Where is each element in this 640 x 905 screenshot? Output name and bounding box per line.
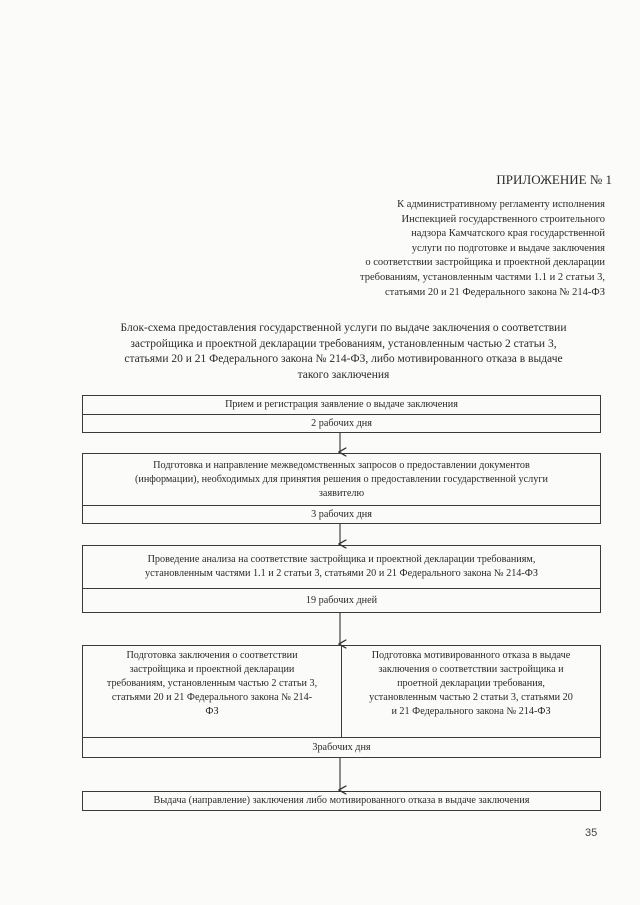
step-text: Прием и регистрация заявление о выдаче заключения (225, 399, 458, 410)
appendix-label: ПРИЛОЖЕНИЕ № 1 (496, 172, 612, 187)
step-line: установленным частью 2 статьи 3, статьями 20 (369, 692, 573, 703)
regulation-line: К административному регламенту исполнения (397, 199, 605, 210)
step-line: Подготовка заключения о соответствии (126, 650, 298, 661)
step-duration: 2 рабочих дня (83, 414, 600, 432)
regulation-line: статьями 20 и 21 Федерального закона № 214-ФЗ (385, 286, 605, 298)
step-text: Выдача (направление) заключения либо мотивированного отказа в выдаче заключения (153, 795, 530, 806)
step-line: заключения о соответствии застройщика и (378, 664, 564, 675)
title-line: Блок-схема предоставления государственной услуги по выдаче заключения о соответствии (120, 322, 567, 334)
step-line: проетной декларации требования, (397, 678, 545, 689)
step-line: Проведение анализа на соответствие застройщика и проектной декларации требованиям, (147, 554, 536, 565)
regulation-line: требованиям, установленным частями 1.1 и 2 статьи 3, (359, 271, 605, 283)
step-duration: 3 рабочих дня (83, 505, 600, 523)
title-line: статьями 20 и 21 Федерального закона № 214-ФЗ, либо мотивированного отказа в выдаче (124, 353, 563, 366)
regulation-line: Инспекцией государственного строительного (401, 213, 605, 225)
title-line: застройщика и проектной декларации требованиям, установленным частью 2 статьи 3, (130, 337, 557, 350)
step-line: (информации), необходимых для принятия решения о предоставлении государственной услуги (135, 473, 548, 485)
step-line: установленным частями 1.1 и 2 статьи 3, статьями 20 и 21 Федерального закона № 214-ФЗ (145, 568, 538, 579)
regulation-line: надзора Камчатского края государственной (411, 228, 605, 240)
step-line: Подготовка и направление межведомственных запросов о предоставлении документов (153, 459, 530, 471)
regulation-line: о соответствии застройщика и проектной декларации (365, 257, 605, 269)
step-line: заявителю (318, 487, 365, 499)
step-duration: 19 рабочих дней (83, 588, 600, 612)
title-line: такого заключения (297, 368, 390, 381)
step-line: ФЗ (205, 706, 219, 717)
step-line: требованиям, установленным частью 2 статьи 3, (106, 678, 318, 689)
step-line: и 21 Федерального закона № 214-ФЗ (391, 706, 551, 717)
step-duration: 3рабочих дня (83, 737, 600, 757)
regulation-line: услуги по подготовке и выдаче заключения (411, 242, 605, 254)
page-number: 35 (585, 827, 598, 839)
step-line: статьями 20 и 21 Федерального закона № 214- (111, 692, 313, 703)
step-line: Подготовка мотивированного отказа в выдаче (371, 650, 571, 661)
step-line: застройщика и проектной декларации (129, 664, 295, 675)
